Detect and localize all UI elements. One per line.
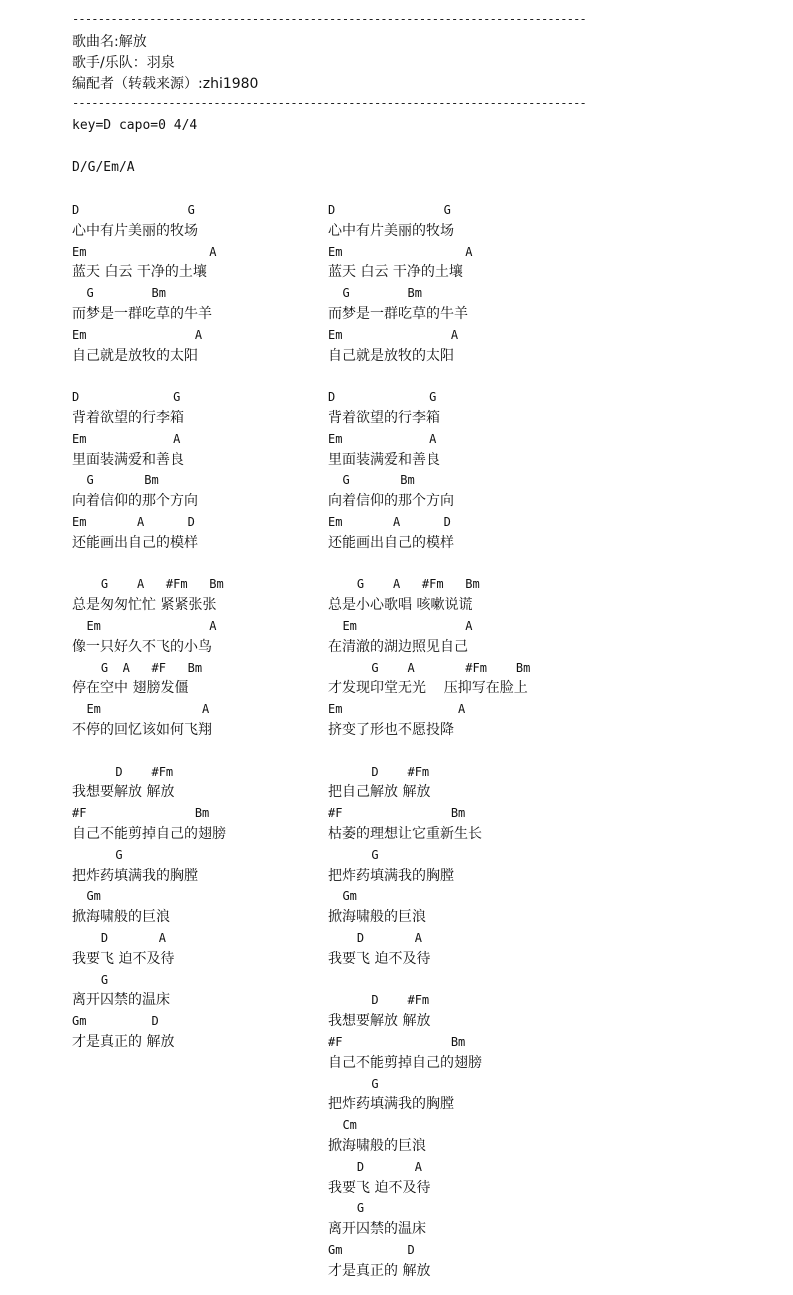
chord-line: Em A [72,327,203,342]
lyric-line: 自己不能剪掉自己的翅膀 [72,826,226,842]
chord-line: D A [72,931,166,945]
chord-line: Em A [72,431,181,446]
chord-line: #F Bm [328,1035,466,1049]
chord-line: G [328,847,379,862]
lyric-line: 心中有片美丽的牧场 [328,222,454,239]
chord-line: G A #Fm Bm [328,660,531,675]
chord-line: D G [328,203,451,217]
lyric-line: 才是真正的 解放 [72,1034,175,1050]
chord-line: Gm D [328,1243,415,1257]
chord-line: Em A [328,619,473,633]
lyric-line: 向着信仰的那个方向 [72,493,198,510]
song-name: 歌曲名:解放 [72,34,147,50]
lyric-line: 我想要解放 解放 [72,784,175,801]
lyric-line: 还能画出自己的模样 [328,534,454,551]
lyric-line: 枯萎的理想让它重新生长 [328,826,482,842]
chord-line: Em A [72,702,210,717]
chord-line: Em A [328,431,437,446]
intro-chords: D/G/Em/A [72,160,135,175]
chord-line: #F Bm [72,806,210,821]
lyric-line: 我要飞 迫不及待 [328,950,431,967]
chord-line: G [328,1076,379,1091]
chord-line: G Bm [328,473,415,488]
lyric-line: 停在空中 翅膀发僵 [72,680,189,697]
chord-line: G [328,1201,365,1216]
lyric-line: 里面装满爱和善良 [72,451,184,468]
lyric-line: 里面装满爱和善良 [328,451,440,468]
lyric-line: 而梦是一群吃草的牛羊 [328,306,468,322]
chord-line: G [72,972,109,987]
lyric-line: 在清澈的湖边照见自己 [328,638,468,655]
chord-line: Em A [328,244,473,259]
lyric-line: 像一只好久不飞的小鸟 [72,638,212,655]
lyric-line: 把炸药填满我的胸膛 [328,1096,454,1113]
lyric-line: 把炸药填满我的胸膛 [72,867,198,884]
chord-line: G A #Fm Bm [328,577,480,592]
key-line: key=D capo=0 4/4 [72,118,198,133]
lyric-line: 蓝天 白云 干净的土壤 [72,264,207,281]
lyric-line: 心中有片美丽的牧场 [72,222,198,239]
chord-line: G [72,847,123,862]
chord-line: D G [72,390,181,405]
lyric-line: 自己就是放牧的太阳 [328,347,454,364]
lyric-line: 掀海啸般的巨浪 [328,1138,426,1154]
chord-line: G Bm [328,286,422,301]
chord-line: #F Bm [328,806,466,821]
lyric-line: 我要飞 迫不及待 [72,950,175,967]
chord-line: G A #F Bm [72,660,203,675]
chord-line: Gm [72,889,101,904]
lyric-line: 离开囚禁的温床 [328,1221,426,1238]
lyric-line: 离开囚禁的温床 [72,992,170,1009]
lyric-line: 挤变了形也不愿投降 [328,722,454,738]
chord-line: Gm [328,889,357,904]
chord-line: D A [328,1159,422,1174]
chord-line: D A [328,931,422,945]
lyric-line: 总是匆匆忙忙 紧紧张张 [72,597,217,614]
chord-line: Em A [328,702,466,717]
artist: 歌手/乐队：羽泉 [72,55,175,71]
lyric-line: 我想要解放 解放 [328,1013,431,1030]
rule-top: -------------------------------------------------------------------------------- [72,12,586,26]
lyric-line: 掀海啸般的巨浪 [328,909,426,926]
chord-line: G A #Fm Bm [72,577,224,592]
lyric-line: 总是小心歌唱 咳嗽说谎 [328,597,473,614]
chord-line: G Bm [72,286,166,301]
chord-line: Em A [328,327,459,342]
chord-line: D G [72,203,195,217]
lyric-line: 把炸药填满我的胸膛 [328,867,454,884]
chord-line: Cm [328,1118,357,1133]
chord-line: Em A D [328,515,451,529]
rule-bottom: -------------------------------------------------------------------------------- [72,96,586,110]
arranger: 编配者（转载来源）:zhi1980 [72,76,259,92]
lyric-line: 背着欲望的行李箱 [72,410,184,426]
lyric-line: 蓝天 白云 干净的土壤 [328,264,463,281]
lyric-line: 背着欲望的行李箱 [328,410,440,426]
lyric-line: 掀海啸般的巨浪 [72,909,170,926]
chord-line: D #Fm [328,993,430,1008]
chord-line: Em A [72,619,217,633]
lyric-line: 我要飞 迫不及待 [328,1179,431,1196]
lyric-line: 才是真正的 解放 [328,1262,431,1279]
lyric-line: 而梦是一群吃草的牛羊 [72,306,212,322]
lyric-line: 把自己解放 解放 [328,784,431,801]
chord-line: D #Fm [328,764,430,779]
lyric-line: 不停的回忆该如何飞翔 [72,722,212,738]
lyric-line: 向着信仰的那个方向 [328,493,454,510]
lyric-line: 自己就是放牧的太阳 [72,347,198,364]
chord-line: D #Fm [72,764,174,779]
lyric-line: 自己不能剪掉自己的翅膀 [328,1054,482,1071]
lyric-line: 还能画出自己的模样 [72,534,198,551]
chord-line: Em A D [72,515,195,529]
chord-line: G Bm [72,473,159,488]
lyric-line: 才发现印堂无光 压抑写在脸上 [328,680,528,697]
chord-line: D G [328,390,437,405]
chord-line: Gm D [72,1014,159,1029]
chord-line: Em A [72,244,217,259]
